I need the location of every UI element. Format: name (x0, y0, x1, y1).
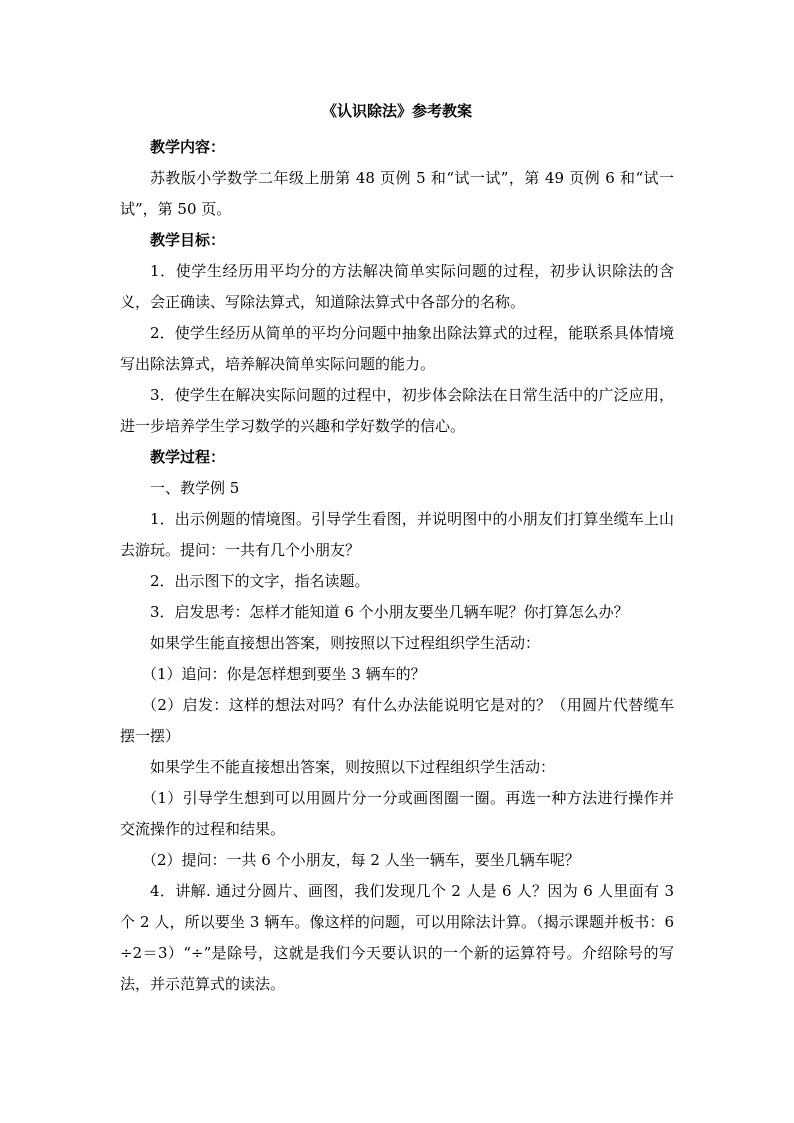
paragraph-goal-2: 2．使学生经历从简单的平均分问题中抽象出除法算式的过程，能联系具体情境写出除法算式，培养解决简单实际问题的能力。 (120, 324, 674, 373)
paragraph-case-b-1: （1）引导学生想到可以用圆片分一分或画图圈一圈。再选一种方法进行操作并交流操作的过程和结果。 (120, 789, 674, 838)
paragraph-case-b-2: （2）提问：一共 6 个小朋友，每 2 人坐一辆车，要坐几辆车呢？ (142, 851, 580, 869)
section-heading-process: 教学过程： (150, 448, 226, 466)
document-page (120, 100, 674, 1000)
paragraph-step-1: 1．出示例题的情境图。引导学生看图，并说明图中的小朋友们打算坐缆车上山去游玩。提问：一共有几个小朋友？ (120, 510, 674, 559)
paragraph-case-a-1: （1）追问：你是怎样想到要坐 3 辆车的？ (142, 665, 426, 683)
paragraph-step-4: 4．讲解. 通过分圆片、画图，我们发现几个 2 人是 6 人？因为 6 人里面有 3 个 2 人，所以要坐 3 辆车。像这样的问题，可以用除法计算。（揭示课题并板书：6÷2＝3）“÷”是除号，这就是我们今天要认识的一个新的运算符号。介绍除号的写法，并示范算式的读法。 (120, 882, 674, 993)
paragraph-part-1: 一、教学例 5 (150, 479, 240, 497)
paragraph-step-3: 3．启发思考：怎样才能知道 6 个小朋友要坐几辆车呢？你打算怎么办？ (150, 603, 629, 621)
paragraph-case-a-2: （2）启发：这样的想法对吗？有什么办法能说明它是对的？（用圆片代替缆车摆一摆） (120, 696, 674, 745)
paragraph-case-b: 如果学生不能直接想出答案，则按照以下过程组织学生活动： (150, 758, 556, 776)
section-heading-goals: 教学目标： (150, 231, 226, 249)
paragraph-goal-3: 3．使学生在解决实际问题的过程中，初步体会除法在日常生活中的广泛应用，进一步培养学生学习数学的兴趣和学好数学的信心。 (120, 386, 674, 435)
document-title: 《认识除法》参考教案 (321, 102, 472, 120)
paragraph-case-a: 如果学生能直接想出答案，则按照以下过程组织学生活动： (150, 634, 541, 652)
section-heading-content: 教学内容： (150, 138, 226, 156)
paragraph-content: 苏教版小学数学二年级上册第 48 页例 5 和“试一试”，第 49 页例 6 和“试一试”，第 50 页。 (120, 169, 674, 218)
paragraph-goal-1: 1．使学生经历用平均分的方法解决简单实际问题的过程，初步认识除法的含义，会正确读、写除法算式，知道除法算式中各部分的名称。 (120, 262, 674, 311)
paragraph-step-2: 2．出示图下的文字，指名读题。 (150, 572, 370, 590)
